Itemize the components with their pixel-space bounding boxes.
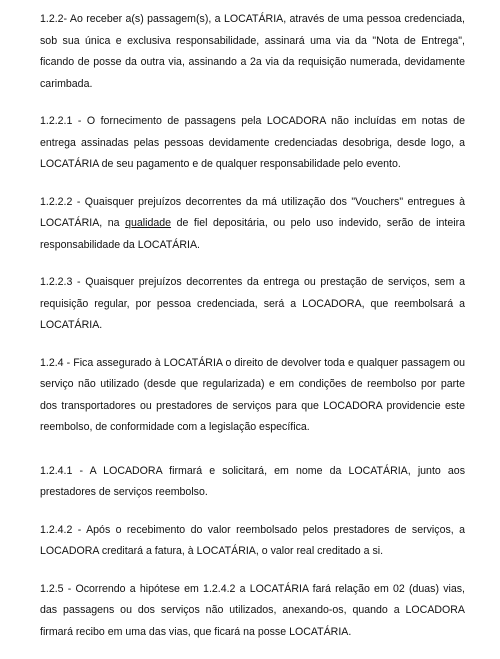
- paragraph-1-2-2: 1.2.2- Ao receber a(s) passagem(s), a LOCATÁRIA, através de uma pessoa credenciada, sob sua única e exclusiva responsabilidade, assinará uma via da "Nota de Entrega", ficando de posse da outra via, assinando a 2a via da requisição numerada, devidamente carimbada.: [40, 13, 465, 90]
- paragraph-1-2-2-2: [40, 192, 465, 257]
- paragraph-1-2-4-1: 1.2.4.1 - A LOCADORA firmará e solicitará, em nome da LOCATÁRIA, junto aos prestadores de serviços reembolso.: [40, 464, 465, 498]
- paragraph-1-2-5: 1.2.5 - Ocorrendo a hipótese em 1.2.4.2 a LOCATÁRIA fará relação em 02 (duas) vias, das passagens ou dos serviços não utilizados, anexando-os, quando a LOCADORA firmará recibo em uma das vias, que ficará na posse LOCATÁRIA.: [40, 582, 465, 638]
- paragraph-1-2-2-1: 1.2.2.1 - O fornecimento de passagens pela LOCADORA não incluídas em notas de entrega assinadas pelas pessoas devidamente credenciadas desobriga, desde logo, a LOCATÁRIA de seu pagamento e de qualquer responsabilidade pelo evento.: [40, 115, 465, 170]
- paragraph-1-2-2-2-text-start: 1.2.2.2 - Quaisquer prejuízos decorrentes da má utilização dos "Vouchers" entregues à LOCATÁRIA, na: [40, 195, 465, 229]
- underlined-word-qualidade: qualidade: [125, 217, 172, 229]
- document-page: [40, 9, 465, 659]
- paragraph-1-2-2-2-text-end: de fiel depositária, ou pelo uso indevido, serão de inteira responsabilidade da LOCATÁRIA.: [40, 217, 465, 251]
- paragraph-1-2-4-2: 1.2.4.2 - Após o recebimento do valor reembolsado pelos prestadores de serviços, a LOCADORA creditará a fatura, à LOCATÁRIA, o valor real creditado a si.: [40, 523, 465, 557]
- paragraph-1-2-4: 1.2.4 - Fica assegurado à LOCATÁRIA o direito de devolver toda e qualquer passagem ou serviço não utilizado (desde que regularizada) e em condições de reembolso por parte dos transportadores ou prestadores de serviços para que LOCADORA providencie este reembolso, de conformidade com a legislação específica.: [40, 356, 465, 433]
- paragraph-1-2-2-3: 1.2.2.3 - Quaisquer prejuízos decorrentes da entrega ou prestação de serviços, sem a requisição regular, por pessoa credenciada, será a LOCADORA, que reembolsará a LOCATÁRIA.: [40, 276, 465, 331]
